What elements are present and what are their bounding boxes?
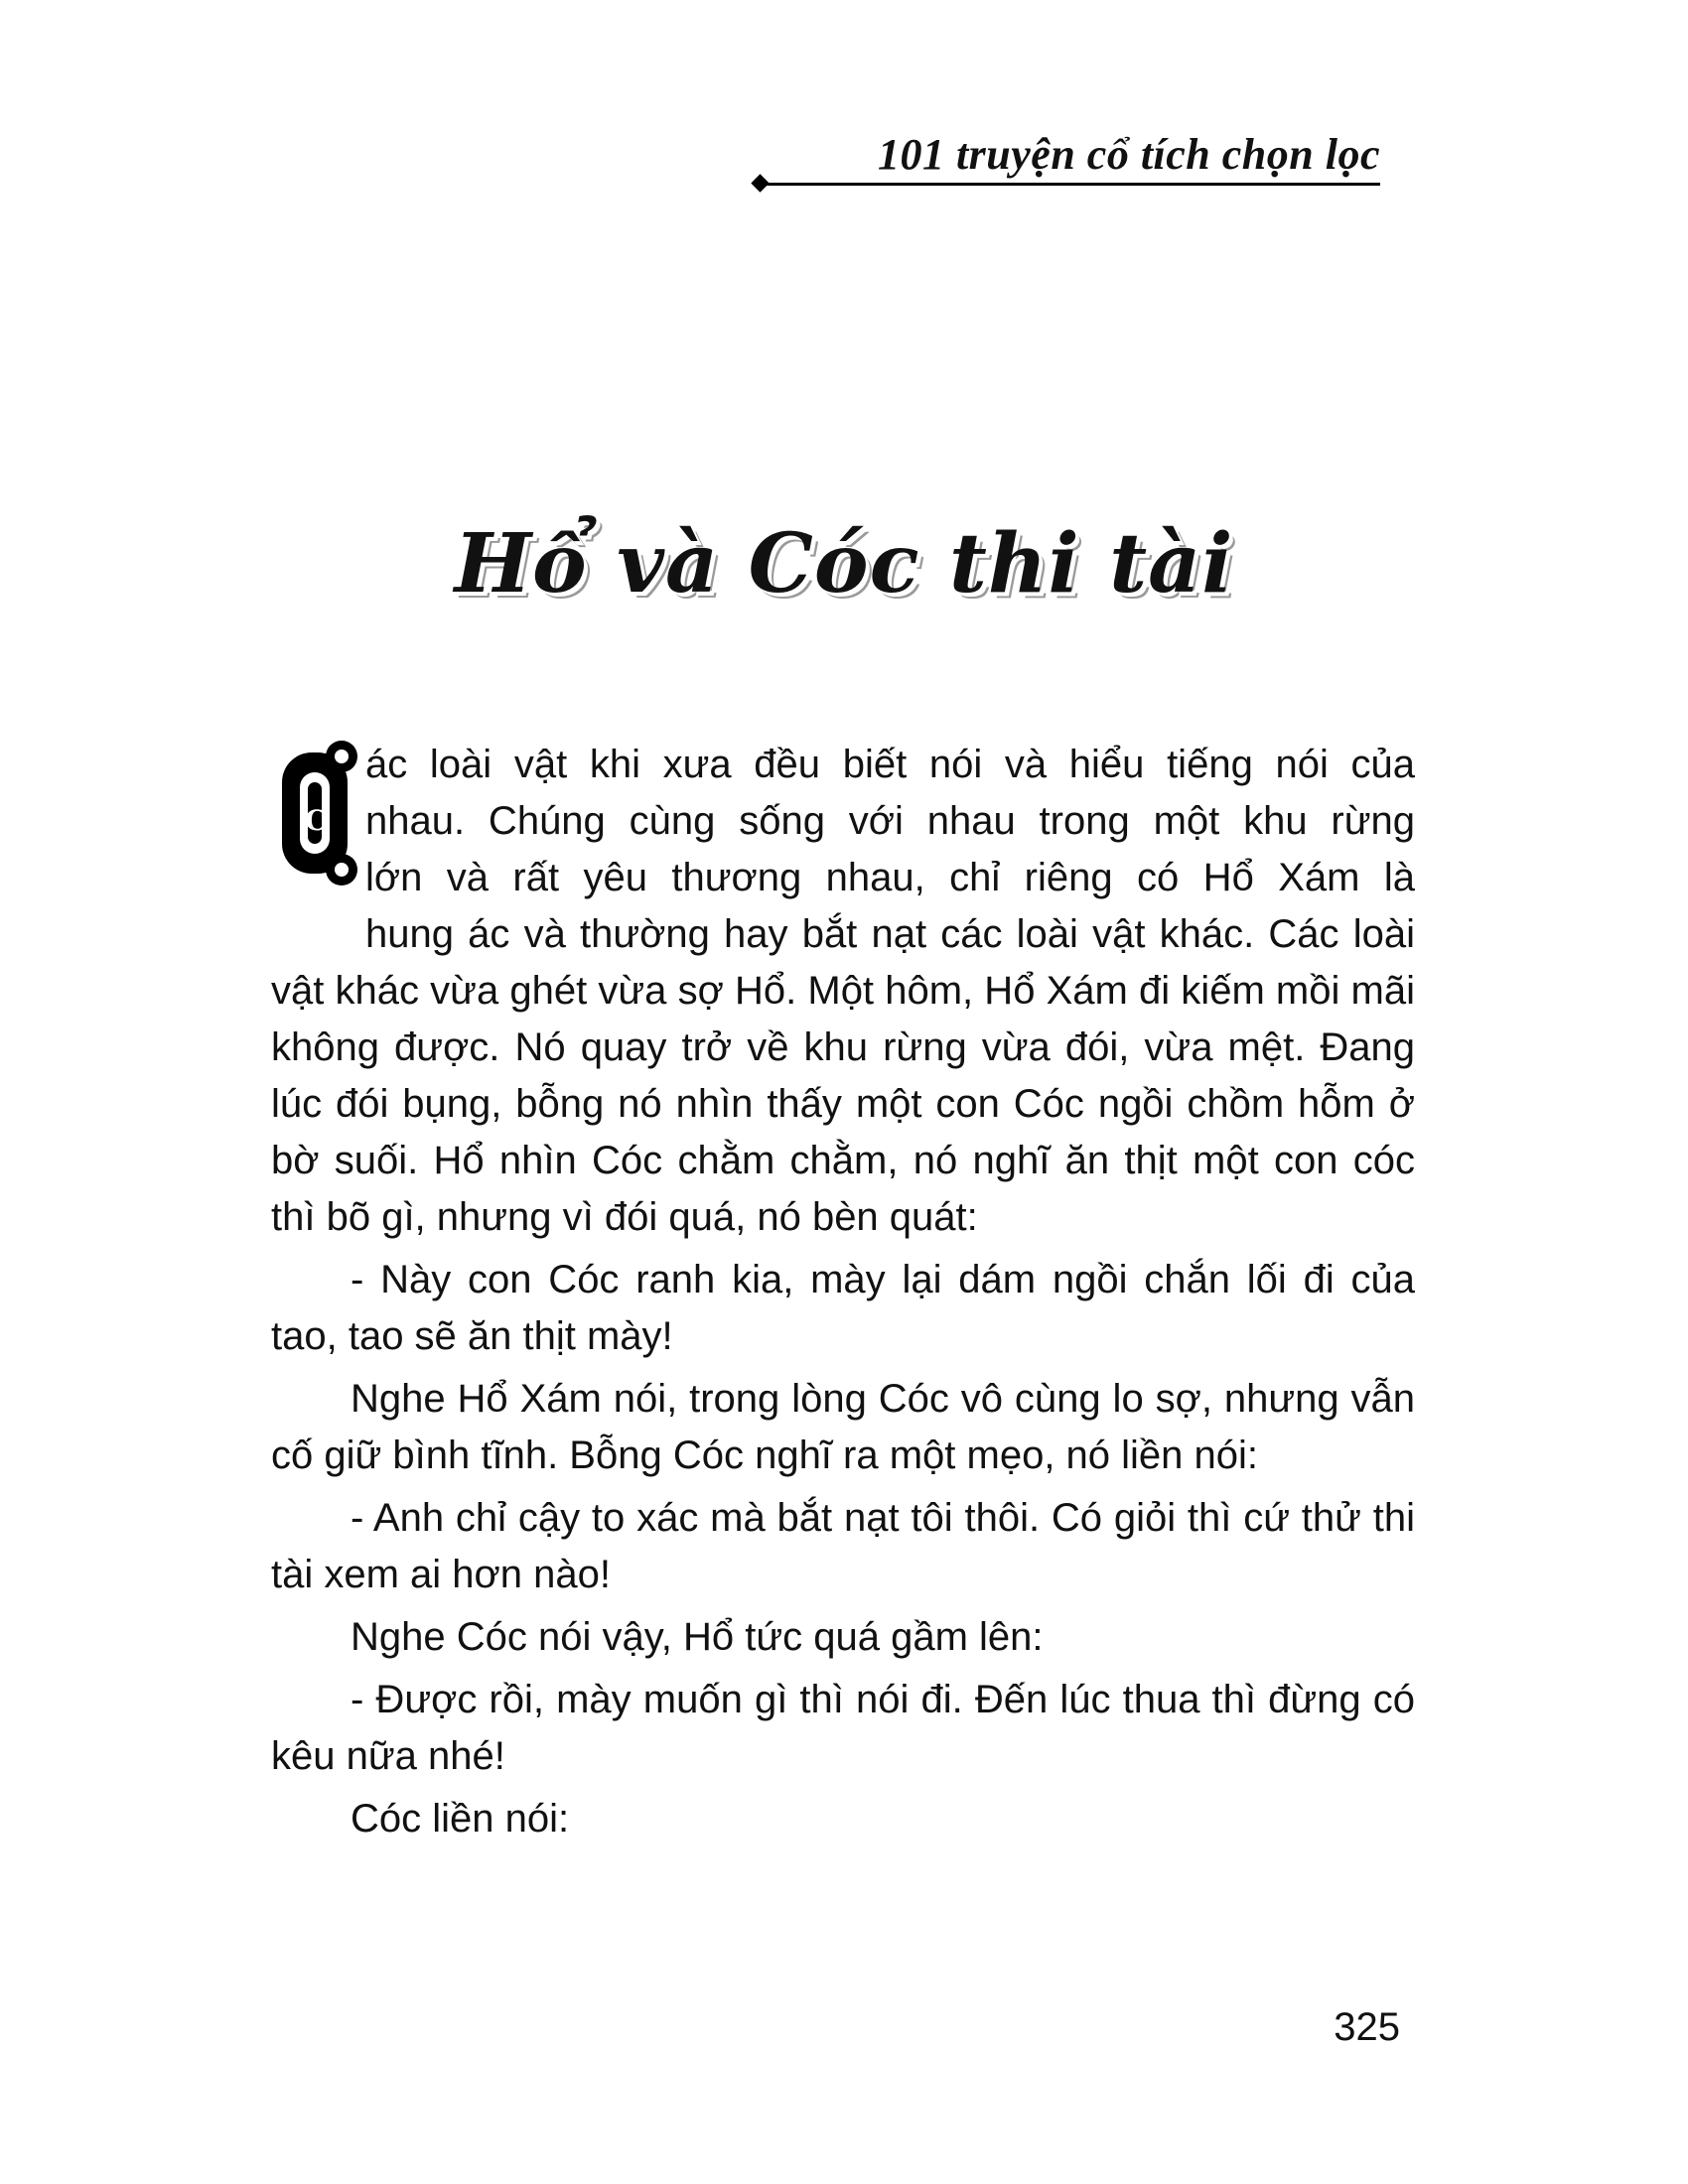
opening-line-3: lớn và rất yêu thương nhau, chỉ riêng có Hổ Xám là xyxy=(365,856,1415,899)
running-head: 101 truyện cổ tích chọn lọc xyxy=(877,130,1380,179)
page-number: 325 xyxy=(1334,2005,1400,2049)
paragraph: - Anh chỉ cậy to xác mà bắt nạt tôi thôi. Có giỏi thì cứ thử thi tài xem ai hơn nào! xyxy=(271,1496,1415,1596)
header-rule xyxy=(763,183,1380,186)
drop-cap-letter: C xyxy=(304,804,328,837)
story-body xyxy=(271,737,1415,1847)
paragraph: Nghe Hổ Xám nói, trong lòng Cóc vô cùng lo sợ, nhưng vẫn cố giữ bình tĩnh. Bỗng Cóc nghĩ ra một mẹo, nó liền nói: xyxy=(271,1377,1415,1477)
opening-paragraph xyxy=(271,737,1415,1246)
story-title: Hổ và Cóc thi tài xyxy=(454,516,1234,612)
opening-line-1: ác loài vật khi xưa đều biết nói và hiểu tiếng nói của xyxy=(365,743,1415,786)
paragraph: Nghe Cóc nói vậy, Hổ tức quá gầm lên: xyxy=(351,1615,1044,1659)
paragraph: - Này con Cóc ranh kia, mày lại dám ngồi chắn lối đi của tao, tao sẽ ăn thịt mày! xyxy=(271,1258,1415,1358)
opening-rest: hung ác và thường hay bắt nạt các loài vật khác. Các loài vật khác vừa ghét vừa sợ Hổ. Một hôm, Hổ Xám đi kiếm mồi mãi không được. Nó quay trở về khu rừng vừa đói, vừa mệt. Đang lúc đói bụng, bỗng nó nhìn thấy một con Cóc ngồi chồm hỗm ở bờ suối. Hổ nhìn Cóc chằm chằm, nó nghĩ ăn thịt một con cóc thì bõ gì, nhưng vì đói quá, nó bèn quát: xyxy=(271,912,1415,1239)
paragraph: Cóc liền nói: xyxy=(351,1797,570,1841)
header-diamond-ornament xyxy=(751,174,769,192)
opening-line-2: nhau. Chúng cùng sống với nhau trong một khu rừng xyxy=(365,799,1415,843)
paragraph: - Được rồi, mày muốn gì thì nói đi. Đến lúc thua thì đừng có kêu nữa nhé! xyxy=(271,1678,1415,1778)
